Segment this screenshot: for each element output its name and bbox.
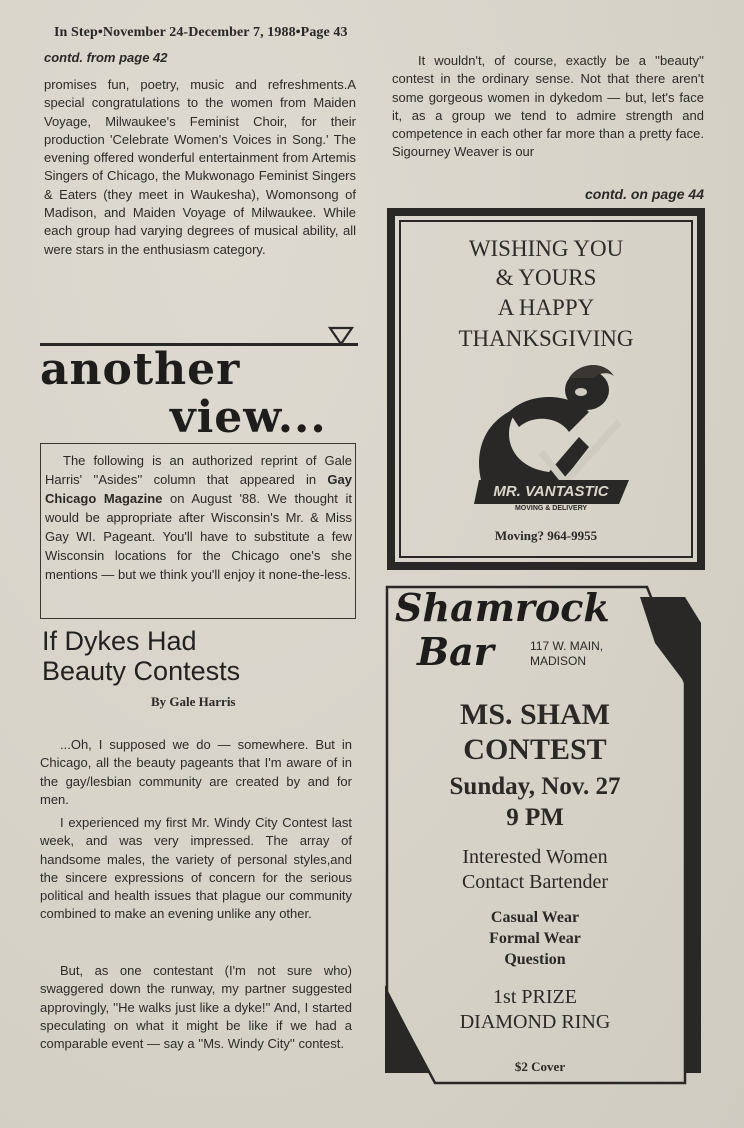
- thanksgiving-ad: [387, 208, 705, 570]
- contest-date: Sunday, Nov. 27: [449, 773, 621, 800]
- contest-datetime: [385, 771, 685, 833]
- article-paragraph: But, as one contestant (I'm not sure who) swaggered down the runway, my partner suggested approvingly, ''He walks just like a dyke!'' And, I started speculating on what it might be like if we had a comparable event — say a ''Ms. Windy City'' contest.: [40, 963, 352, 1052]
- prize-line: DIAMOND RING: [459, 1011, 611, 1033]
- ad-phone: Moving? 964-9955: [494, 528, 598, 543]
- ad-greeting-line: WISHING YOU: [468, 236, 624, 261]
- continued-on-label: contd. on page 44: [584, 186, 704, 202]
- page-header: In Step•November 24-December 7, 1988•Page 43: [54, 25, 348, 40]
- contest-prize: [385, 985, 685, 1035]
- shamrock-address: [530, 639, 650, 669]
- prize-line: 1st PRIZE: [493, 986, 577, 1008]
- article-byline: By Gale Harris: [151, 694, 236, 709]
- article-title-line1: If Dykes Had: [42, 626, 197, 656]
- section-heading-view: view...: [170, 392, 327, 443]
- logo-tagline: MOVING & DELIVERY: [514, 505, 588, 512]
- mr-vantastic-logo: [469, 352, 639, 512]
- reprint-note-box: [40, 443, 356, 619]
- ad-greeting-line: THANKSGIVING: [458, 326, 634, 351]
- logo-name: MR. VANTASTIC: [493, 483, 609, 500]
- address-line: MADISON: [530, 654, 587, 668]
- contest-title-line1: MS. SHAM: [460, 698, 610, 731]
- bar-name: Bar: [417, 629, 494, 674]
- category-item: Casual Wear: [490, 909, 580, 926]
- article-paragraph: ...Oh, I supposed we do — somewhere. But in Chicago, all the beauty pageants that I'm aware of in the gay/lesbian community are created by and for men.: [40, 737, 352, 807]
- ad-greeting-line: A HAPPY: [497, 295, 595, 320]
- shamrock-bar-ad: [385, 583, 707, 1089]
- continued-from-label: contd. from page 42: [44, 50, 168, 65]
- thanksgiving-ad-frame: [399, 220, 693, 558]
- contest-interest: [385, 845, 685, 895]
- reprint-note-text: The following is an authorized reprint of Gale Harris' ''Asides'' column that appeared in: [45, 453, 352, 487]
- ad-greeting-line: & YOURS: [495, 265, 597, 290]
- article-paragraph: I experienced my first Mr. Windy City Contest last week, and was very impressed. The array of handsome males, the variety of personal styles,and the sincere expressions of concern for the serious political and health issues that plague our community combined to make an evening unlike any other.: [40, 815, 352, 922]
- category-item: Formal Wear: [489, 930, 581, 947]
- reprint-note-text-2: on August '88. We thought it would be appropriate after Wisconsin's Mr. & Miss Gay WI. Pageant. You'll have to substitute a few Wisconsin locations for the Chicago one's she mentions — but we think you'll enjoy it none-the-less.: [45, 491, 352, 582]
- shamrock-name: Shamrock: [395, 585, 610, 630]
- cover-charge: $2 Cover: [514, 1059, 566, 1074]
- category-item: Question: [504, 951, 566, 968]
- interest-line: Contact Bartender: [461, 871, 609, 893]
- right-column-paragraph: It wouldn't, of course, exactly be a ''beauty'' contest in the ordinary sense. Not that there aren't some gorgeous women in dykedom — but, let's face it, as a group we tend to admire strength and competence in each other far more than a pretty face. Sigourney Weaver is our: [392, 53, 704, 160]
- intro-paragraph: promises fun, poetry, music and refreshments.A special congratulations to the women from Maiden Voyage, Milwaukee's Feminist Choir, for their production 'Celebrate Women's Voices in Song.' The evening offered wonderful entertainment from Artemis Singers of Chicago, the Mukwonago Feminist Singers & Eaters (they meet in Waukesha), Womonsong of Madison, and Maiden Voyage of Milwaukee. While each group had varying degrees of musical ability, all were stars in the enthusiasm category.: [44, 77, 356, 257]
- article-title-line2: Beauty Contests: [42, 656, 241, 686]
- contest-time: 9 PM: [506, 804, 564, 831]
- contest-categories: [385, 907, 685, 970]
- section-heading-another: another: [40, 344, 241, 395]
- contest-title-line2: CONTEST: [463, 733, 607, 766]
- interest-line: Interested Women: [462, 846, 608, 868]
- contest-title: [385, 697, 685, 767]
- down-triangle-icon: [328, 326, 354, 346]
- address-line: 117 W. MAIN,: [530, 639, 604, 653]
- article-title: [42, 626, 240, 686]
- magazine-name: Gay Chicago Magazine: [45, 472, 352, 506]
